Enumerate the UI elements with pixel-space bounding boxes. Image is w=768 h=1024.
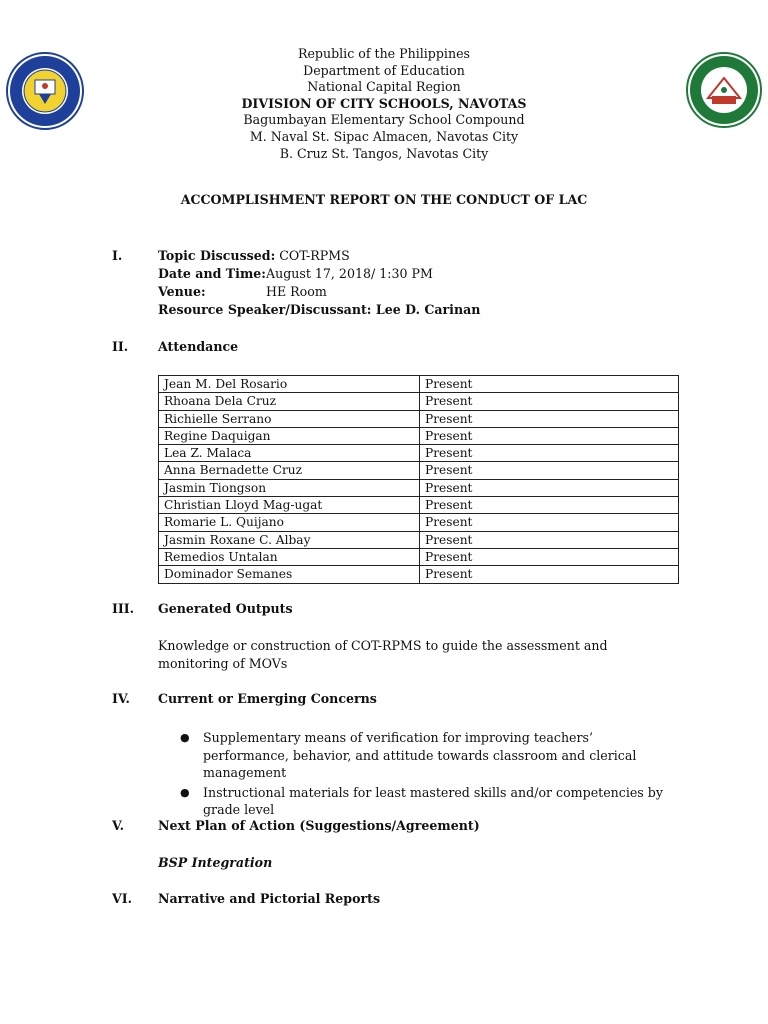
attendee-name: Jasmin Roxane C. Albay xyxy=(159,531,420,548)
venue-line xyxy=(158,284,558,299)
attendance-table xyxy=(158,375,679,584)
section-heading-attendance: Attendance xyxy=(158,339,239,354)
attendee-status: Present xyxy=(420,548,679,565)
attendee-name: Rhoana Dela Cruz xyxy=(159,393,420,410)
attendee-name: Lea Z. Malaca xyxy=(159,445,420,462)
section-numeral: IV. xyxy=(112,691,130,706)
section-numeral: II. xyxy=(112,339,129,354)
attendee-name: Dominador Semanes xyxy=(159,566,420,583)
attendee-status: Present xyxy=(420,427,679,444)
attendee-name: Jean M. Del Rosario xyxy=(159,376,420,393)
venue-value: HE Room xyxy=(266,284,327,299)
attendee-status: Present xyxy=(420,566,679,583)
generated-outputs-text: Knowledge or construction of COT-RPMS to guide the assessment and monitoring of MOVs xyxy=(158,638,608,671)
attendee-name: Romarie L. Quijano xyxy=(159,514,420,531)
letterhead-line: M. Naval St. Sipac Almacen, Navotas City xyxy=(249,128,519,144)
table-row xyxy=(159,445,679,462)
table-row xyxy=(159,548,679,565)
attendee-name: Jasmin Tiongson xyxy=(159,479,420,496)
attendee-status: Present xyxy=(420,479,679,496)
attendee-name: Regine Daquigan xyxy=(159,427,420,444)
section-heading-narrative: Narrative and Pictorial Reports xyxy=(158,891,381,906)
report-title: ACCOMPLISHMENT REPORT ON THE CONDUCT OF LAC xyxy=(180,192,588,207)
table-row xyxy=(159,479,679,496)
table-row xyxy=(159,393,679,410)
next-plan-text: BSP Integration xyxy=(158,855,273,870)
section-heading-concerns: Current or Emerging Concerns xyxy=(158,691,377,706)
concerns-list xyxy=(158,729,678,821)
topic-value: COT-RPMS xyxy=(275,248,350,263)
letterhead-line: National Capital Region xyxy=(307,79,461,95)
table-row xyxy=(159,462,679,479)
table-row xyxy=(159,410,679,427)
venue-label: Venue: xyxy=(158,284,206,299)
attendee-name: Christian Lloyd Mag-ugat xyxy=(159,497,420,514)
bullet-icon: ● xyxy=(180,785,190,799)
table-row xyxy=(159,427,679,444)
letterhead-line: Republic of the Philippines xyxy=(297,46,470,61)
speaker-label: Resource Speaker/Discussant: xyxy=(158,302,372,317)
division-seal-right-icon xyxy=(686,52,762,128)
concern-text: Supplementary means of verification for improving teachers’ performance, behavior, and attitude towards classroom and clerical management xyxy=(203,730,637,780)
letterhead-line: B. Cruz St. Tangos, Navotas City xyxy=(279,145,489,161)
attendee-status: Present xyxy=(420,445,679,462)
attendee-status: Present xyxy=(420,393,679,410)
letterhead-division: DIVISION OF CITY SCHOOLS, NAVOTAS xyxy=(241,95,527,111)
attendee-status: Present xyxy=(420,462,679,479)
table-row xyxy=(159,514,679,531)
attendee-status: Present xyxy=(420,376,679,393)
attendee-name: Anna Bernadette Cruz xyxy=(159,462,420,479)
school-seal-left-icon xyxy=(6,50,84,132)
section-numeral: I. xyxy=(112,248,123,263)
letterhead xyxy=(160,46,608,162)
date-line xyxy=(158,266,558,281)
speaker-line xyxy=(158,302,480,317)
list-item xyxy=(158,729,678,782)
date-value: August 17, 2018/ 1:30 PM xyxy=(266,266,433,281)
letterhead-line: Bagumbayan Elementary School Compound xyxy=(243,112,525,128)
attendee-status: Present xyxy=(420,410,679,427)
section-numeral: III. xyxy=(112,601,135,616)
letterhead-line: Department of Education xyxy=(303,62,465,78)
table-row xyxy=(159,376,679,393)
speaker-value: Lee D. Carinan xyxy=(371,302,481,317)
attendee-name: Richielle Serrano xyxy=(159,410,420,427)
attendee-status: Present xyxy=(420,531,679,548)
table-row xyxy=(159,531,679,548)
attendee-status: Present xyxy=(420,497,679,514)
table-row xyxy=(159,497,679,514)
section-numeral: V. xyxy=(112,818,124,833)
list-item xyxy=(158,784,678,819)
topic-label: Topic Discussed: xyxy=(158,248,276,263)
bullet-icon: ● xyxy=(180,731,190,744)
concern-text: Instructional materials for least mastered skills and/or competencies by grade level xyxy=(203,784,663,817)
attendee-status: Present xyxy=(420,514,679,531)
attendee-name: Remedios Untalan xyxy=(159,548,420,565)
section-heading-next-plan: Next Plan of Action (Suggestions/Agreement) xyxy=(158,818,480,833)
table-row xyxy=(159,566,679,583)
date-label: Date and Time: xyxy=(158,266,266,281)
topic-line xyxy=(158,248,350,263)
section-heading-outputs: Generated Outputs xyxy=(158,601,293,616)
section-numeral: VI. xyxy=(112,891,133,906)
